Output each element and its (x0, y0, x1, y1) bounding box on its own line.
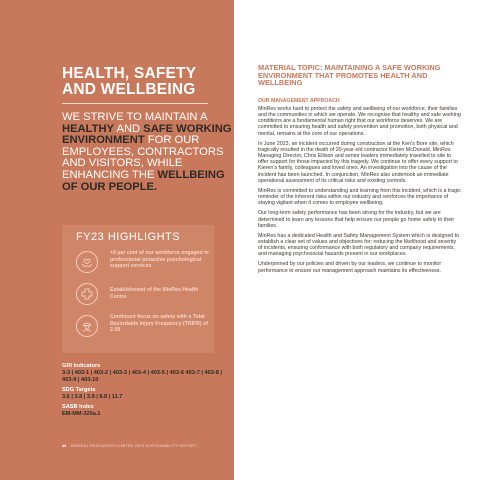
sasb-values: EM-MM-320a.1 (62, 411, 101, 417)
left-panel (0, 0, 234, 480)
body-paragraph: Our long-term safety performance has been strong for the industry, but we are determined to learn any lessons that help ensure our people go home safely to their families. (258, 210, 455, 229)
heart-hands-icon (76, 251, 98, 273)
lead-bold-safe-env: SAFE WORKING ENVIRONMENT (62, 122, 232, 147)
page-title (62, 66, 227, 98)
sdg-label: SDG Targets (62, 387, 96, 393)
lead-text-1: WE STRIVE TO MAINTAIN A (62, 111, 207, 123)
fy23-highlights-box (62, 225, 214, 353)
lead-bold-wellbeing: WELLBEING OF OUR PEOPLE. (62, 168, 225, 193)
body-paragraph: Underpinned by our policies and driven by our leaders, we continue to monitor performance to ensure our management approach maintains its effectiveness. (258, 261, 442, 274)
section-heading: OUR MANAGEMENT APPROACH (258, 98, 340, 104)
material-topic-title: MATERIAL TOPIC: MAINTAINING A SAFE WORKING ENVIRONMENT THAT PROMOTES HEALTH AND WELLBEING (258, 63, 441, 88)
indicators-section (62, 363, 230, 421)
lead-statement (62, 112, 232, 193)
highlight-text: Establishment of the MinRes Health Centre (110, 287, 199, 300)
lead-text-2: AND (114, 122, 144, 135)
body-paragraph: MinRes is committed to understanding and learning from this incident, which is a tragic reminder of the inherent risks within our industry and reinforces the importance of staying vigilant when it comes to employee wellbeing. (258, 187, 461, 207)
footer-text: MINERAL RESOURCES LIMITED 2023 SUSTAINABILITY REPORT (70, 444, 197, 448)
gri-label: GRI Indicators (62, 363, 101, 369)
highlight-item (76, 251, 212, 273)
right-panel (234, 0, 480, 480)
sasb-label: SASB Index (62, 404, 94, 410)
title-divider (62, 103, 208, 104)
title-line-1: HEALTH, SAFETY (62, 65, 197, 82)
body-paragraph: MinRes works hard to protect the safety and wellbeing of our workforce, their families and the communities in which we operate. We recognise that healthy and safe working conditions are a fundamental human right that our workforce deserves. We are committed to ensuring health and safety prevention and promotion, both physical and mental, remains at the core of our operations. (258, 106, 461, 137)
body-text (258, 106, 462, 278)
lead-bold-healthy: HEALTHY (62, 122, 114, 135)
fy23-title: FY23 HIGHLIGHTS (76, 231, 181, 243)
highlight-item (76, 283, 212, 305)
title-line-2: AND WELLBEING (62, 81, 196, 98)
sdg-values: 3.6 | 3.8 | 3.9 | 8.8 | 11.7 (62, 394, 123, 400)
page-number: 46 (62, 444, 67, 448)
highlight-text: Continued focus on safety with a Total Recordable Injury Frequency (TRIFR) of 2.08 (110, 314, 208, 334)
sdg-block (62, 387, 230, 401)
worker-hardhat-icon (76, 315, 98, 337)
sasb-block (62, 404, 230, 418)
medical-cross-icon (76, 283, 98, 305)
gri-values: 3-3 | 403-1 | 403-2 | 403-3 | 403-4 | 403-5 | 403-6 403-7 | 403-8 | 403-9 | 403-10 (62, 370, 222, 383)
gri-block (62, 363, 230, 384)
highlight-item (76, 315, 212, 337)
lead-text-3: FOR OUR EMPLOYEES, CONTRACTORS AND VISITORS, WHILE ENHANCING THE (62, 134, 224, 181)
highlight-text: +9 per cent of our workforce engaged in professional proactive psychological support services (110, 250, 209, 270)
body-paragraph: MinRes has a dedicated Health and Safety Management System which is designed to establish a clear set of values and objectives for; reducing the likelihood and severity of incidents, ensuring conformance with both regulatory and company requirements, and managing psychosocial hazards present in our workplaces. (258, 232, 460, 258)
page-footer (62, 444, 197, 448)
body-paragraph: In June 2023, an incident occurred during construction at the Ken’s Bore site, which tragically resulted in the death of 20-year-old contractor Kieren McDonald. MinRes Managing Director, Chris Ellison and senior leaders immediately travelled to site to offer support for those impacted by this tragedy. We continue to offer every support to Kieren’s family, colleagues and loved ones. An investigation into the cause of the incident has been launched. In conjunction, MinRes also undertook an immediate operational assessment of its critical risks and existing controls. (258, 140, 458, 184)
